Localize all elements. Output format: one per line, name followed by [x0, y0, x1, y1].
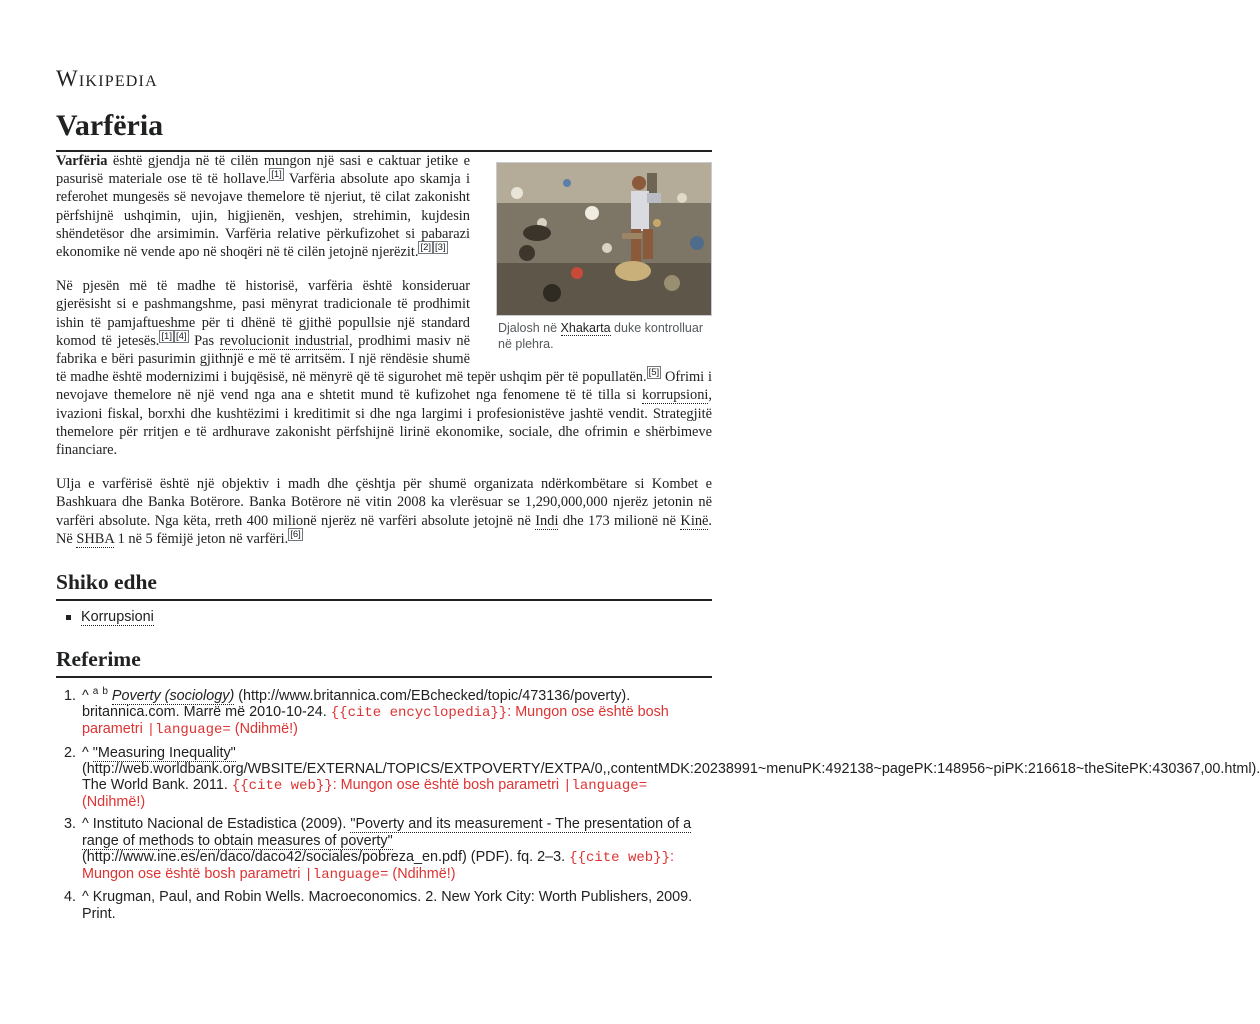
- backlink-b[interactable]: b: [102, 686, 108, 698]
- citation-5[interactable]: [647, 366, 662, 379]
- text: Në pjesën më të madhe të historisë, varfëria është konsideruar gjerësisht si e pashmangshme, pasi mënyrat tradicionale të prodhimit ishin të pamjaftueshme për ti dhënë të gjithë popullsie një standard komod të jetesës.: [56, 278, 470, 349]
- citation-label: [4]: [175, 331, 187, 343]
- link-shba[interactable]: SHBA: [76, 530, 114, 547]
- error-template-code: {{cite web}}: [231, 778, 333, 795]
- thumbnail-figure: [496, 162, 712, 352]
- link-korrupsioni[interactable]: korrupsioni: [642, 387, 709, 404]
- caption-text-post: duke kontrolluar në plehra.: [498, 321, 703, 351]
- citation-1[interactable]: [269, 168, 284, 181]
- link-korrupsioni-see-also[interactable]: Korrupsioni: [81, 609, 154, 626]
- error-template-code: {{cite web}}: [569, 849, 670, 866]
- citation-label: [6]: [290, 529, 301, 541]
- text: dhe 173 milionë në: [558, 512, 681, 529]
- error-message: : Mungon ose është bosh parametri: [82, 848, 674, 883]
- section-heading-references: Referime: [56, 647, 712, 678]
- citation-1[interactable]: [159, 330, 174, 343]
- text: , ivazioni fiskal, borxhi dhe kushtëzimi i kreditimit si dhe nga largimi i profesionistëve jashtë vendit. Strategjitë themelore për rritjen e të ardhurave zakonisht përfshijnë lirinë ekonomike, sociale, dhe ofrimin e shërbimeve financiare.: [56, 387, 712, 459]
- page-title: Varfëria: [56, 106, 712, 152]
- text: Varfëria absolute apo skamja i referohet mungesës së nevojave themelore të njeriut, të cilat zakonisht përfshijnë ushqimin, ujin, higjienën, veshjen, strehimin, kujdesin shëndetësor dhe arsimimin. Varfëria relative përkufizohet si pabarazi ekonomike në vende apo në shoqëri në të cilën jetojnë njerëzit.: [56, 171, 470, 261]
- citation-6[interactable]: [288, 528, 303, 541]
- reference-details: Krugman, Paul, and Robin Wells. Macroeconomics. 2. New York City: Worth Publishers, 2009. Print.: [82, 889, 693, 922]
- reference-details: britannica.com. Marrë më 2010-10-24.: [82, 704, 331, 721]
- backlink-caret[interactable]: ^: [82, 744, 93, 761]
- text: 1 në 5 fëmijë jeton në varfëri.: [113, 530, 289, 547]
- error-message: : Mungon ose është bosh parametri: [332, 777, 564, 794]
- reference-url: (http://www.britannica.com/EBchecked/topic/473136/poverty).: [234, 688, 631, 705]
- backlink-caret[interactable]: ^: [82, 889, 93, 906]
- citation-label: [1]: [161, 331, 172, 343]
- reference-title-link[interactable]: "Poverty and its measurement - The presentation of a range of methods to obtain measures of poverty": [82, 816, 692, 849]
- error-help-link[interactable]: (Ndihmë!): [388, 866, 456, 883]
- backlink-caret[interactable]: ^: [82, 688, 93, 705]
- reference-author: Instituto Nacional de Estadistica (2009).: [92, 816, 351, 833]
- error-param-code: |language=: [146, 722, 231, 739]
- citation-label: [1]: [271, 169, 282, 181]
- reference-item-4: [80, 889, 712, 921]
- reference-details: The World Bank. 2011.: [82, 777, 232, 794]
- citation-4[interactable]: [174, 330, 189, 343]
- reference-item-2: [80, 744, 1260, 811]
- reference-url: (http://web.worldbank.org/WBSITE/EXTERNAL/TOPICS/EXTPOVERTY/EXTPA/0,,contentMDK:20238991~menuPK:492138~pagePK:148956~piPK:216618~theSitePK:430367,00.html).: [82, 760, 1260, 777]
- citation-label: [5]: [648, 367, 660, 379]
- reference-item-3: [80, 816, 712, 883]
- citation-label: [2]: [420, 242, 431, 254]
- term-bold: Varfëria: [56, 153, 108, 169]
- paragraph-reduction: [56, 475, 712, 548]
- page: [56, 0, 1260, 922]
- text: Pas: [188, 332, 220, 349]
- link-indi[interactable]: Indi: [535, 512, 559, 529]
- list-item: [66, 609, 712, 625]
- reference-title: Poverty (sociology): [111, 688, 235, 705]
- link-revolucionit-industrial[interactable]: revolucionit industrial: [219, 332, 350, 349]
- error-template-code: {{cite encyclopedia}}: [330, 705, 508, 722]
- backlink-a[interactable]: a: [92, 686, 99, 698]
- error-message: : Mungon ose është bosh parametri: [82, 704, 669, 738]
- error-param-code: |language=: [304, 867, 389, 884]
- citation-3[interactable]: [433, 241, 448, 254]
- error-help-link[interactable]: (Ndihmë!): [82, 794, 146, 811]
- reference-title-link[interactable]: [112, 688, 234, 705]
- link-kine[interactable]: Kinë: [680, 512, 709, 529]
- text: Ofrimi i nevojave themelore në një vend nga ana e shtetit mund të kufizohet nga fenomene të të tilla si: [56, 369, 712, 404]
- reference-title-link[interactable]: "Measuring Inequality": [92, 744, 236, 761]
- reference-details: (PDF). fq. 2–3.: [466, 848, 570, 865]
- wikipedia-wordmark[interactable]: Wikipedia: [56, 66, 158, 91]
- text: është gjendja në të cilën mungon një sasi e caktuar jetike e pasurisë materiale ose të të hollave.: [56, 153, 470, 188]
- waste-picker-photo[interactable]: [496, 162, 712, 316]
- citation-2[interactable]: [418, 241, 433, 254]
- image-caption: [496, 316, 712, 352]
- references-list: [56, 686, 1260, 922]
- text: , prodhimi masiv në fabrika e bëri pasurimin gjithnjë e më të arritsëm. I një rëndësie shumë të madhe është modernizimi i bujqësisë, në mënyrë që të sigurohet më tepër ushqim për të popullatën.: [56, 332, 647, 386]
- citation-label: [3]: [435, 242, 446, 254]
- reference-item-1: [80, 688, 712, 739]
- backlink-caret[interactable]: ^: [82, 816, 93, 833]
- reference-url: (http://www.ine.es/en/daco/daco42/sociales/pobreza_en.pdf): [82, 848, 467, 865]
- section-heading-see-also: Shiko edhe: [56, 570, 712, 601]
- text: . Në: [56, 512, 713, 547]
- error-help-link[interactable]: (Ndihmë!): [230, 721, 298, 738]
- article-body: [56, 152, 712, 548]
- see-also-list: [56, 609, 712, 625]
- error-param-code: |language=: [563, 778, 648, 795]
- link-xhakarta[interactable]: Xhakarta: [560, 321, 611, 335]
- text: Ulja e varfërisë është një objektiv i madh dhe çështja për shumë organizata ndërkombëtare si Kombet e Bashkuara dhe Banka Botërore. Banka Botërore në vitin 2008 ka vlerësuar se 1,290,000,000 njerëz jetonin në varfëri absolute. Nga këta, rreth 400 milionë njerëz në varfëri absolute jetojnë në: [56, 476, 712, 529]
- caption-text-pre: Djalosh në: [498, 321, 561, 335]
